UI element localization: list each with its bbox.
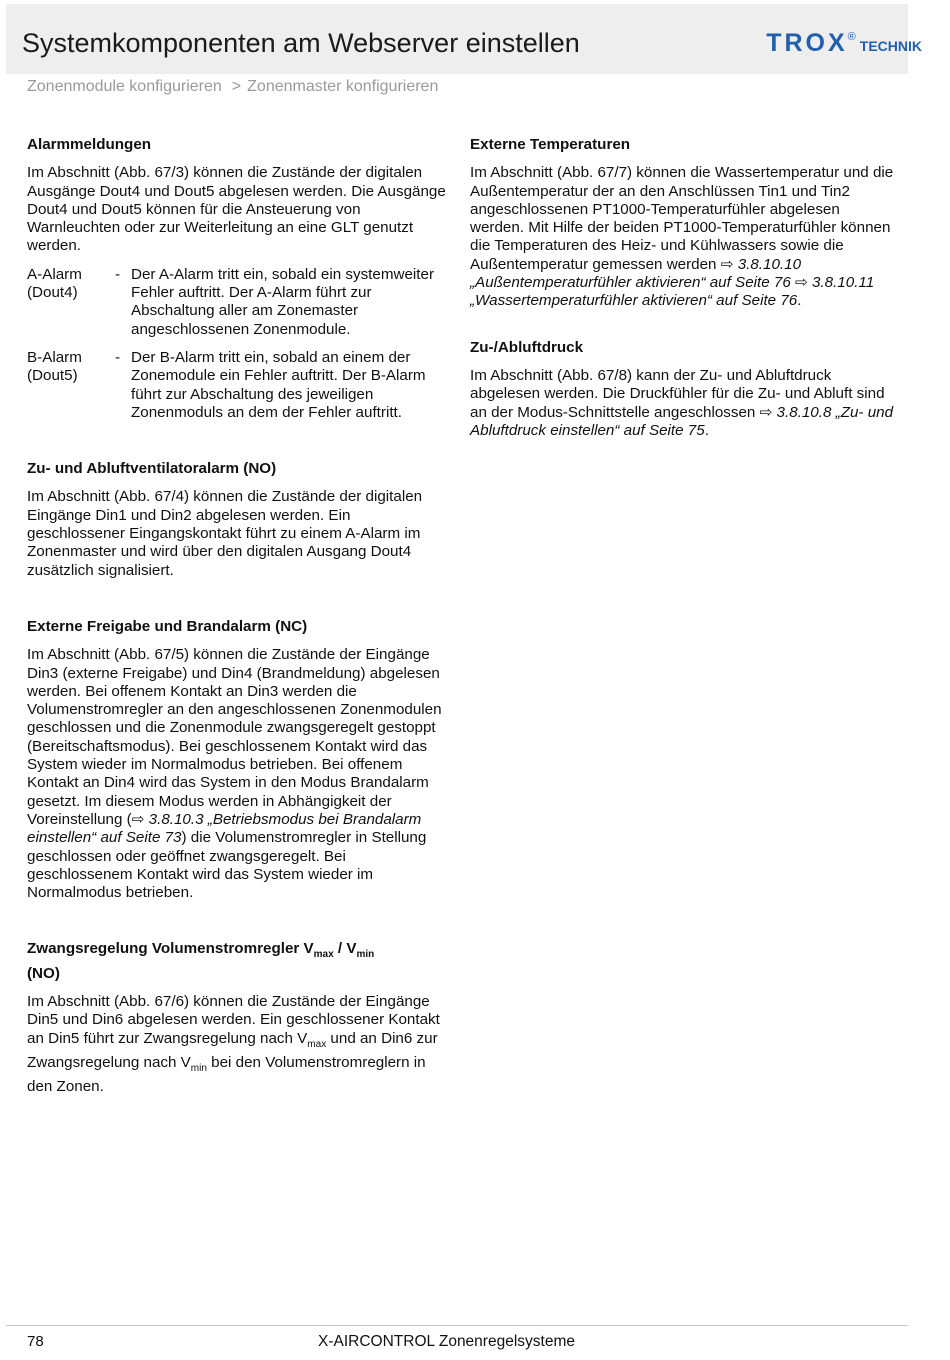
left-column: [27, 136, 447, 1097]
breadcrumb-item-zonenmodule[interactable]: Zonenmodule konfigurieren: [27, 78, 222, 95]
reference-arrow-icon: ⇨: [131, 810, 145, 828]
reference-arrow-icon: ⇨: [720, 255, 734, 273]
logo-sub: TECHNIK: [859, 38, 922, 54]
breadcrumb: [27, 78, 438, 96]
a-alarm-term: A-Alarm: [27, 265, 82, 283]
a-alarm-description: Der A-Alarm tritt ein, sobald ein systemweiter Fehler auftritt. Der A-Alarm führt zur Abschaltung aller am Zonemaster angeschlossenen Zonenmodule.: [131, 265, 435, 338]
pressure-heading: Zu-/Abluftdruck: [470, 338, 584, 356]
pressure-text: Im Abschnitt (Abb. 67/8) kann der Zu- und Abluftdruck abgelesen werden. Die Druckfühler für die Zu- und Abluft sind an der Modus-Schnittstelle angeschlossen ⇨ 3.8.10.8 „Zu- und Abluftdruck einstellen“ auf Seite 75.: [470, 366, 894, 439]
forced-heading: Zwangsregelung Volumenstromregler $V_{max} / V_{min}$ (NO): [27, 940, 375, 982]
a-alarm-output: (Dout4): [27, 284, 78, 302]
reference-arrow-icon: ⇨: [795, 274, 808, 292]
b-alarm-description: Der B-Alarm tritt ein, sobald an einem der Zonemodule ein Fehler auftritt. Der B-Alarm führt zur Abschaltung des jeweiligen Zonenmoduls an dem der Fehler auftritt.: [131, 348, 426, 421]
ext-temp-reference-link-1[interactable]: 3.8.10.10 „Außentemperaturfühler aktivieren“ auf Seite 76: [470, 255, 802, 292]
ext-temp-reference-link-2[interactable]: 3.8.10.11 „Wassertemperaturfühler aktivieren“ auf Seite 76: [470, 274, 875, 310]
fan-alarm-heading: Zu- und Abluftventilatoralarm (NO): [27, 460, 277, 478]
ext-temp-text: Im Abschnitt (Abb. 67/7) können die Wassertemperatur und die Außentemperatur der an den Anschlüssen Tin1 und Tin2 angeschlossenen PT1000-Temperaturfühler abgelesen werden. Mit Hilfe der beiden PT1000-Temperaturfühler können die Temperaturen des Heiz- und Kühlwassers sowie die Außentemperatur gemessen werden ⇨ 3.8.10.10 „Außentemperaturfühler aktivieren“ auf Seite 76 ⇨ 3.8.10.11 „Wassertemperaturfühler aktivieren“ auf Seite 76.: [470, 164, 894, 310]
page-number: 78: [27, 1333, 44, 1350]
pressure-reference-link[interactable]: 3.8.10.8 „Zu- und Abluftdruck einstellen“ auf Seite 75: [470, 403, 894, 439]
release-heading: Externe Freigabe und Brandalarm (NC): [27, 617, 308, 635]
b-alarm-dash: -: [115, 348, 121, 366]
alarm-intro: Im Abschnitt (Abb. 67/3) können die Zustände der digitalen Ausgänge Dout4 und Dout5 abgelesen werden. Die Ausgänge Dout4 und Dout5 können für die Ansteuerung von Warnleuchten oder zur Weiterleitung an eine GLT genutzt werden.: [27, 164, 446, 255]
a-alarm-dash: -: [115, 265, 121, 283]
right-column: [470, 136, 895, 440]
forced-text: Im Abschnitt (Abb. 67/6) können die Zustände der Eingänge Din5 und Din6 abgelesen werden. Ein geschlossener Kontakt an Din5 führt zur Zwangsregelung nach $V_{max}$ und an Din6 zur Zwangsregelung nach $V_{min}$ bei den Volumenstromreglern in den Zonen.: [27, 993, 440, 1096]
b-alarm-term: B-Alarm: [27, 348, 82, 366]
logo-main: TROX: [766, 29, 848, 57]
b-alarm-definition: [27, 349, 447, 422]
release-text: Im Abschnitt (Abb. 67/5) können die Zustände der Eingänge Din3 (externe Freigabe) und Din4 (Brandmeldung) abgelesen werden. Bei offenem Kontakt an Din3 werden die Volumenstromregler an den angeschlossenen Zonenmodulen geschlossen und die Zonenmodule zwangsgeregelt gestoppt (Bereitschaftsmodus). Bei geschlossenem Kontakt wird das System wieder im Normalmodus betrieben. Bei offenem Kontakt an Din4 wird das System in den Modus Brandalarm gesetzt. Im diesem Modus werden in Abhängigkeit der Voreinstellung (⇨ 3.8.10.3 „Betriebsmodus bei Brandalarm einstellen“ auf Seite 73) die Volumenstromregler in Stellung geschlossen oder geöffnet zwangsgeregelt. Bei geschlossenem Kontakt wird das System wieder im Normalmodus betrieben.: [27, 646, 442, 902]
reference-arrow-icon: ⇨: [759, 403, 773, 421]
document-title: X-AIRCONTROL Zonenregelsysteme: [318, 1333, 575, 1350]
logo-reg: ®: [847, 31, 856, 43]
footer-divider: [6, 1325, 908, 1326]
b-alarm-output: (Dout5): [27, 367, 78, 385]
release-reference-link[interactable]: 3.8.10.3 „Betriebsmodus bei Brandalarm einstellen“ auf Seite 73: [27, 810, 422, 847]
breadcrumb-separator: >: [231, 78, 242, 95]
page-title: Systemkomponenten am Webserver einstellen: [22, 28, 580, 58]
fan-alarm-text: Im Abschnitt (Abb. 67/4) können die Zustände der digitalen Eingänge Din1 und Din2 abgelesen werden. Ein geschlossener Eingangskontakt führt zu einem A-Alarm im Zonenmaster und wird über den digitalen Ausgang Dout4 zusätzlich signalisiert.: [27, 488, 423, 579]
alarm-heading: Alarmmeldungen: [27, 136, 152, 153]
ext-temp-heading: Externe Temperaturen: [470, 136, 631, 153]
a-alarm-definition: [27, 266, 447, 339]
breadcrumb-item-zonenmaster[interactable]: Zonenmaster konfigurieren: [247, 78, 439, 95]
trox-logo: [766, 29, 922, 58]
